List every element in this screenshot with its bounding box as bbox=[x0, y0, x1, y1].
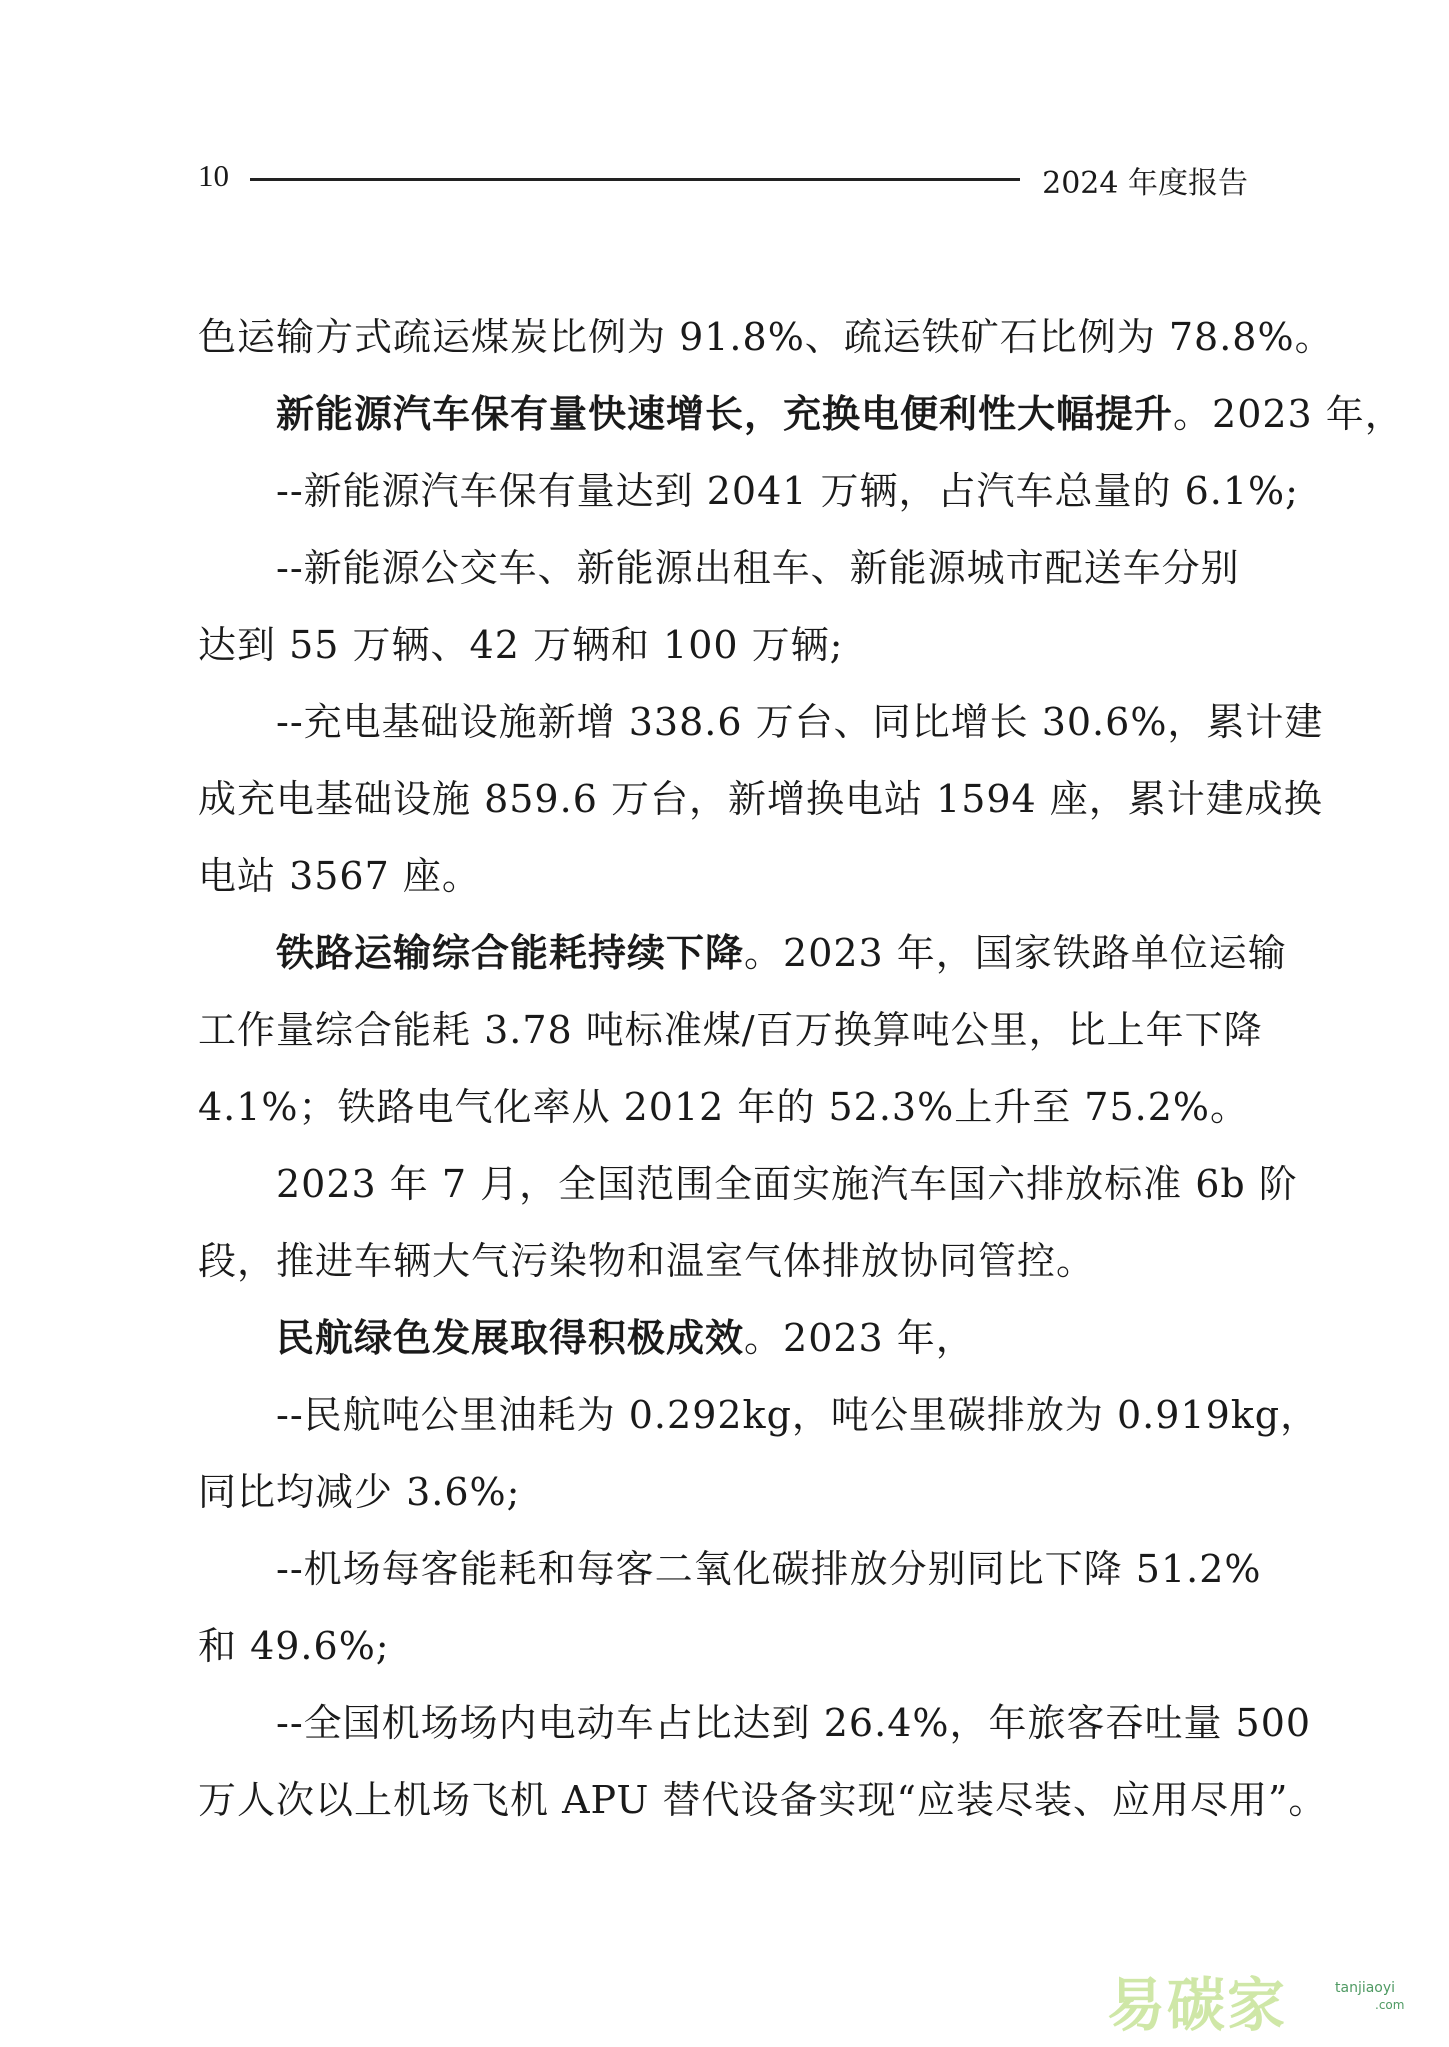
paragraph-line: 和 49.6%; bbox=[198, 1624, 390, 1668]
paragraph-line: 万人次以上机场飞机 APU 替代设备实现“应装尽装、应用尽用”。 bbox=[198, 1778, 1328, 1822]
section-heading: 新能源汽车保有量快速增长，充换电便利性大幅提升 bbox=[276, 391, 1174, 436]
paragraph-line: 4.1%；铁路电气化率从 2012 年的 52.3%上升至 75.2%。 bbox=[198, 1085, 1249, 1129]
watermark-domain: tanjiaoyi bbox=[1335, 1980, 1396, 1996]
bullet-line: --机场每客能耗和每客二氧化碳排放分别同比下降 51.2% bbox=[276, 1547, 1262, 1591]
paragraph-line bbox=[198, 923, 1287, 1000]
section-heading: 民航绿色发展取得积极成效 bbox=[276, 1315, 745, 1360]
paragraph-line bbox=[198, 1308, 1248, 1385]
paragraph-line: 成充电基础设施 859.6 万台，新增换电站 1594 座，累计建成换 bbox=[198, 777, 1323, 821]
paragraph-line: 段，推进车辆大气污染物和温室气体排放协同管控。 bbox=[198, 1239, 1096, 1283]
bullet-line: --充电基础设施新增 338.6 万台、同比增长 30.6%，累计建 bbox=[276, 700, 1324, 744]
paragraph-line bbox=[198, 384, 1404, 461]
watermark-brand: 易碳家 bbox=[1107, 1971, 1288, 2039]
paragraph-line: 同比均减少 3.6%; bbox=[198, 1470, 521, 1514]
paragraph-line: 达到 55 万辆、42 万辆和 100 万辆; bbox=[198, 623, 844, 667]
page-header bbox=[198, 158, 1248, 201]
bullet-line: --全国机场场内电动车占比达到 26.4%，年旅客吞吐量 500 bbox=[276, 1701, 1312, 1745]
inline-text: 。2023 年，国家铁路单位运输 bbox=[744, 931, 1287, 975]
paragraph-line: 电站 3567 座。 bbox=[198, 854, 481, 898]
watermark-tld: .com bbox=[1375, 1998, 1405, 2012]
inline-text: 。2023 年， bbox=[744, 1316, 975, 1360]
bullet-line: --民航吨公里油耗为 0.292kg，吨公里碳排放为 0.919kg， bbox=[276, 1393, 1320, 1437]
page-number: 10 bbox=[198, 158, 229, 193]
bullet-line: --新能源公交车、新能源出租车、新能源城市配送车分别 bbox=[276, 546, 1240, 590]
bullet-line: --新能源汽车保有量达到 2041 万辆，占汽车总量的 6.1%; bbox=[276, 469, 1299, 513]
header-rule bbox=[250, 178, 1020, 181]
inline-text: 。2023 年， bbox=[1173, 392, 1404, 436]
section-heading: 铁路运输综合能耗持续下降 bbox=[276, 930, 745, 975]
paragraph-line: 色运输方式疏运煤炭比例为 91.8%、疏运铁矿石比例为 78.8%。 bbox=[198, 315, 1334, 359]
watermark-logo bbox=[1107, 1958, 1427, 2039]
paragraph-line: 2023 年 7 月，全国范围全面实施汽车国六排放标准 6b 阶 bbox=[276, 1162, 1298, 1206]
running-title: 2024 年度报告 bbox=[1042, 166, 1248, 201]
paragraph-line: 工作量综合能耗 3.78 吨标准煤/百万换算吨公里，比上年下降 bbox=[198, 1008, 1263, 1052]
body-text bbox=[198, 307, 1404, 1847]
